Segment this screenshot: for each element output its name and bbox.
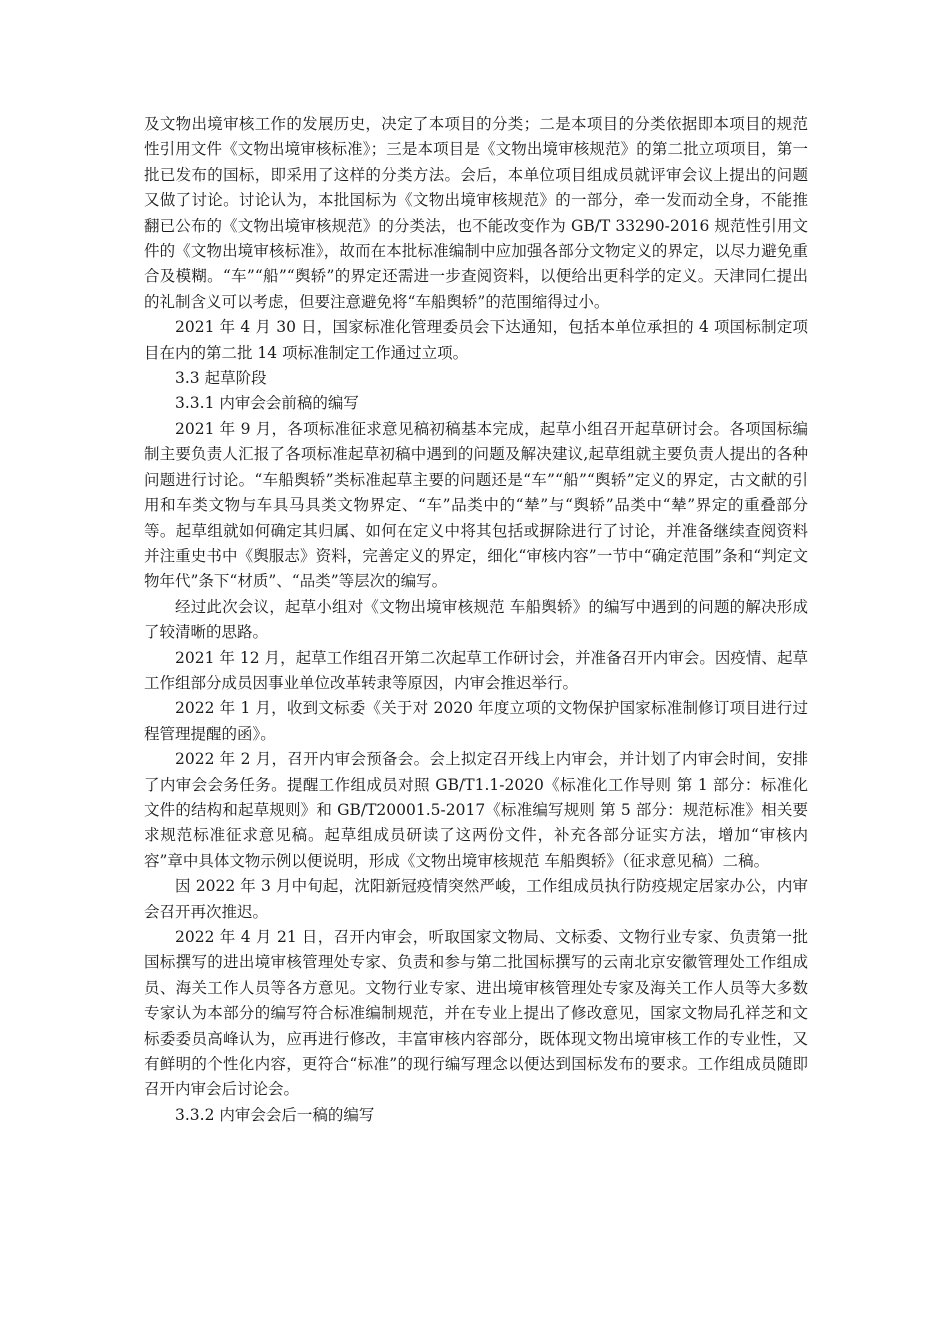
paragraph-approval: 2021 年 4 月 30 日，国家标准化管理委员会下达通知，包括本单位承担的 4 项国标制定项目在内的第二批 14 项标准制定工作通过立项。: [144, 318, 808, 362]
paragraph-april-review: 2022 年 4 月 21 日，召开内审会，听取国家文物局、文标委、文物行业专家、负责第一批国标撰写的进出境审核管理处专家、负责和参与第二批国标撰写的云南北京安徽管理处工作组成员、海关工作人员等各方意见。文物行业专家、进出境审核管理处专家及海关工作人员等大多数专家认为本部分的编写符合标准编制规范，并在专业上提出了修改意见，国家文物局孔祥芝和文标委委员高峰认为，应再进行修改，丰富审核内容部分，既体现文物出境审核工作的专业性，又有鲜明的个性化内容，更符合“标准”的现行编写理念以便达到国标发布的要求。工作组成员随即召开内审会后讨论会。: [144, 928, 808, 1099]
subsection-heading-pre-review-draft: 3.3.1 内审会会前稿的编写: [175, 394, 359, 413]
document-page: [144, 112, 808, 1128]
paragraph-february-premeeting: 2022 年 2 月，召开内审会预备会。会上拟定召开线上内审会，并计划了内审会时间，安排了内审会会务任务。提醒工作组成员对照 GB/T1.1-2020《标准化工作导则 第 1 部分：标准化文件的结构和起草规则》和 GB/T20001.5-2017《标准编写规则 第 5 部分：规范标准》相关要求规范标准征求意见稿。起草组成员研读了这两份文件，补充各部分证实方法，增加“审核内容”章中具体文物示例以便说明，形成《文物出境审核规范 车船舆轿》（征求意见稿）二稿。: [144, 750, 808, 870]
subsection-heading-post-review-draft: 3.3.2 内审会会后一稿的编写: [175, 1105, 375, 1124]
paragraph-after-meeting: 经过此次会议，起草小组对《文物出境审核规范 车船舆轿》的编写中遇到的问题的解决形成了较清晰的思路。: [144, 597, 808, 642]
section-heading-drafting-stage: 3.3 起草阶段: [175, 369, 267, 388]
paragraph-march-delay: 因 2022 年 3 月中旬起，沈阳新冠疫情突然严峻，工作组成员执行防疫规定居家办公，内审会召开再次推迟。: [144, 877, 808, 921]
paragraph-january-letter: 2022 年 1 月，收到文标委《关于对 2020 年度立项的文物保护国家标准制修订项目进行过程管理提醒的函》。: [144, 699, 808, 743]
paragraph-december-seminar: 2021 年 12 月，起草工作组召开第二次起草工作研讨会，并准备召开内审会。因疫情、起草工作组部分成员因事业单位改革转隶等原因，内审会推迟举行。: [144, 648, 808, 692]
paragraph-september-seminar: 2021 年 9 月，各项标准征求意见稿初稿基本完成，起草小组召开起草研讨会。各项国标编制主要负责人汇报了各项标准起草初稿中遇到的问题及解决建议,起草组就主要负责人提出的各种问题进行讨论。“车船舆轿”类标准起草主要的问题还是“车”“船”“舆轿”定义的界定，古文献的引用和车类文物与车具马具类文物界定、“车”品类中的“辇”与“舆轿”品类中“辇”界定的重叠部分等。起草组就如何确定其归属、如何在定义中将其包括或摒除进行了讨论，并准备继续查阅资料并注重史书中《舆服志》资料，完善定义的界定，细化“审核内容”一节中“确定范围”条和“判定文物年代”条下“材质”、“品类”等层次的编写。: [144, 419, 808, 591]
paragraph-continuation: 及文物出境审核工作的发展历史，决定了本项目的分类；二是本项目的分类依据即本项目的规范性引用文件《文物出境审核标准》；三是本项目是《文物出境审核规范》的第二批立项项目，第一批已发布的国标，即采用了这样的分类方法。会后，本单位项目组成员就评审会议上提出的问题又做了讨论。讨论认为，本批国标为《文物出境审核规范》的一部分，牵一发而动全身，不能推翻已公布的《文物出境审核规范》的分类法，也不能改变作为 GB/T 33290-2016 规范性引用文件的《文物出境审核标准》，故而在本批标准编制中应加强各部分文物定义的界定，以尽力避免重合及模糊。“车”“船”“舆轿”的界定还需进一步查阅资料，以便给出更科学的定义。天津同仁提出的礼制含义可以考虑，但要注意避免将“车船舆轿”的范围缩得过小。: [144, 115, 808, 311]
